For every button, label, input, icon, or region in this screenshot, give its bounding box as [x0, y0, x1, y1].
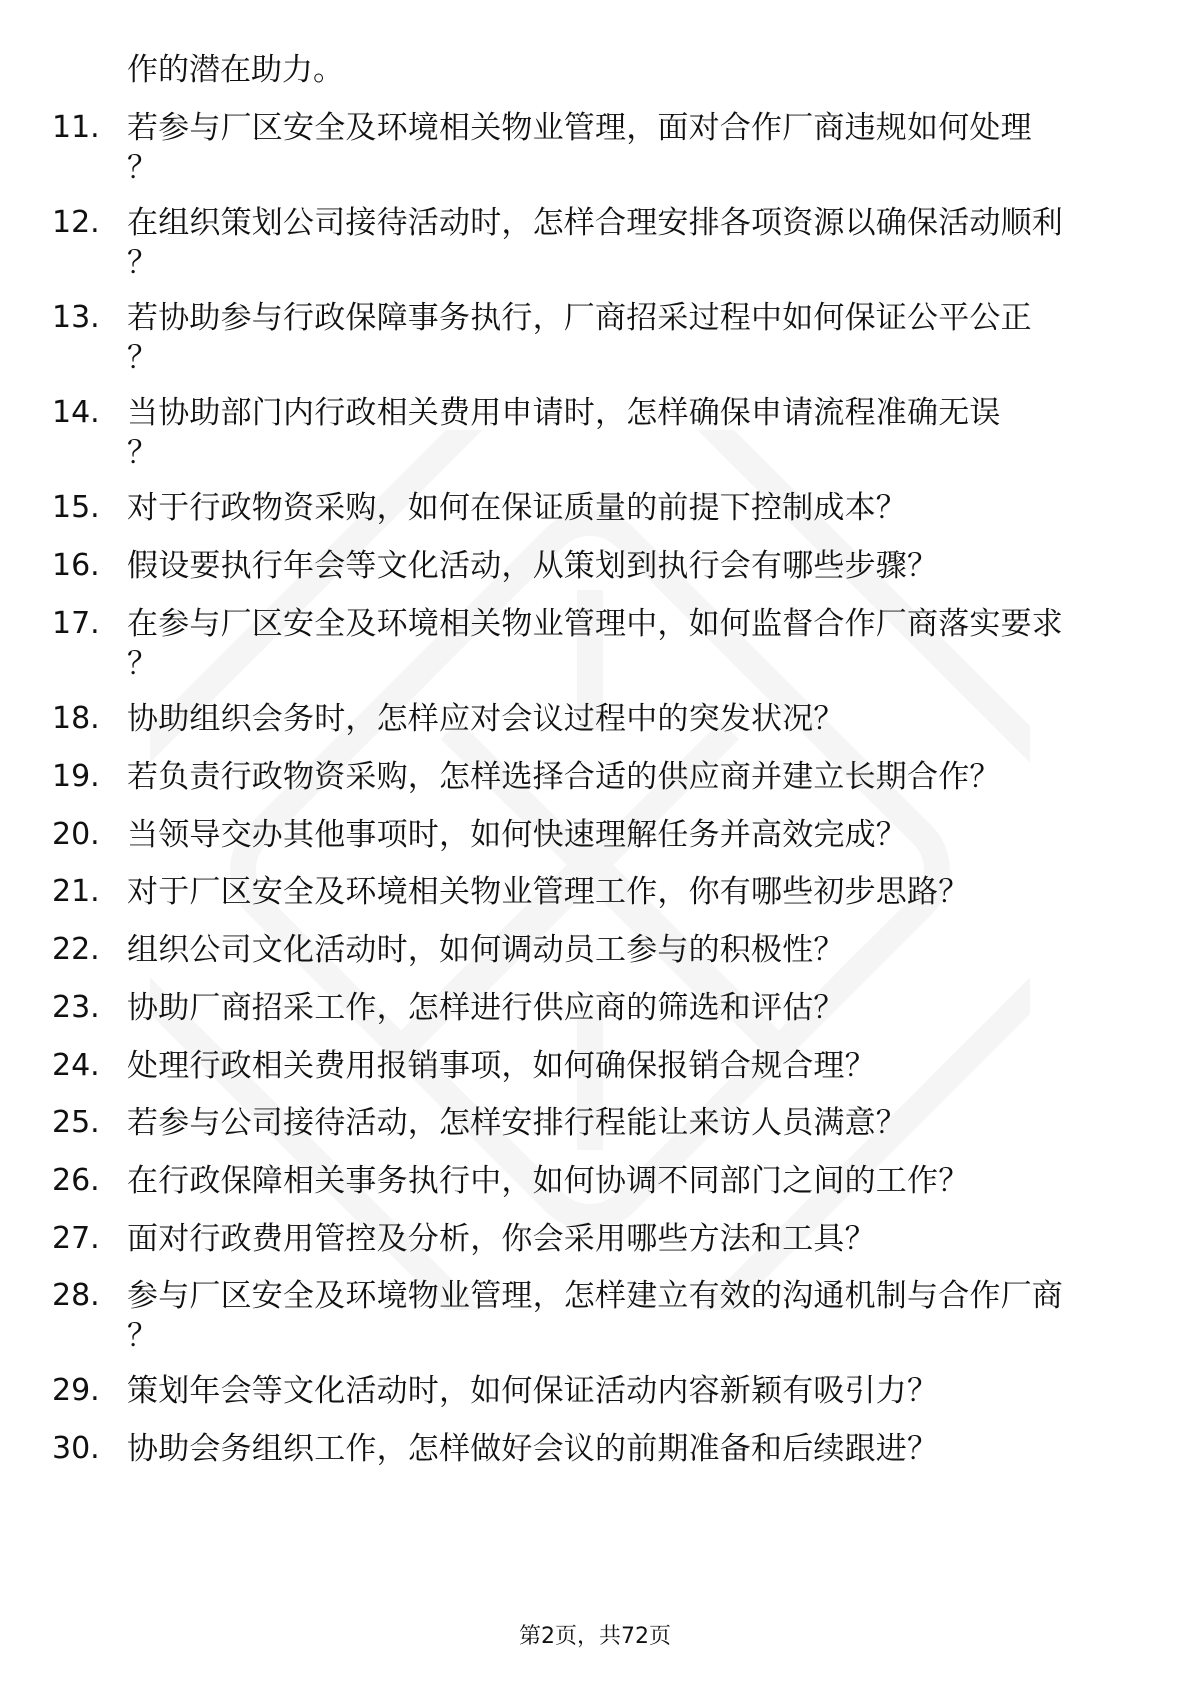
question-text: 面对行政费用管控及分析，你会采用哪些方法和工具？	[127, 1221, 876, 1257]
item-number: 20.	[52, 817, 100, 852]
item-number: 26.	[52, 1163, 100, 1198]
question-text: 协助组织会务时，怎样应对会议过程中的突发状况？	[127, 701, 845, 737]
question-text: 协助会务组织工作，怎样做好会议的前期准备和后续跟进？	[127, 1431, 939, 1467]
item-number: 28.	[52, 1278, 100, 1313]
item-number: 14.	[52, 395, 100, 430]
question-text: 若协助参与行政保障事务执行，厂商招采过程中如何保证公平公正 ？	[127, 300, 1032, 376]
item-number: 18.	[52, 701, 100, 736]
page-footer: 第2页，共72页	[519, 1624, 671, 1649]
item-number: 22.	[52, 932, 100, 967]
question-text: 策划年会等文化活动时，如何保证活动内容新颖有吸引力？	[127, 1373, 939, 1409]
question-text: 在参与厂区安全及环境相关物业管理中，如何监督合作厂商落实要求 ？	[127, 606, 1063, 682]
question-text: 若负责行政物资采购，怎样选择合适的供应商并建立长期合作？	[127, 759, 1001, 795]
question-text: 在组织策划公司接待活动时，怎样合理安排各项资源以确保活动顺利 ？	[127, 205, 1063, 281]
item-number: 24.	[52, 1048, 100, 1083]
item-number: 15.	[52, 490, 100, 525]
item-number: 21.	[52, 874, 100, 909]
item-number: 17.	[52, 606, 100, 641]
question-text: 处理行政相关费用报销事项，如何确保报销合规合理？	[127, 1048, 876, 1084]
item-number: 25.	[52, 1105, 100, 1140]
item-number: 19.	[52, 759, 100, 794]
question-text: 若参与公司接待活动，怎样安排行程能让来访人员满意？	[127, 1105, 907, 1141]
item-number: 23.	[52, 990, 100, 1025]
question-text: 在行政保障相关事务执行中，如何协调不同部门之间的工作？	[127, 1163, 970, 1199]
question-text: 假设要执行年会等文化活动，从策划到执行会有哪些步骤？	[127, 548, 939, 584]
item-number: 27.	[52, 1221, 100, 1256]
question-text: 组织公司文化活动时，如何调动员工参与的积极性？	[127, 932, 845, 968]
item-number: 13.	[52, 300, 100, 335]
question-text: 当领导交办其他事项时，如何快速理解任务并高效完成？	[127, 817, 907, 853]
question-text: 对于行政物资采购，如何在保证质量的前提下控制成本？	[127, 490, 907, 526]
continued-text: 作的潜在助力。	[127, 52, 344, 88]
question-text: 若参与厂区安全及环境相关物业管理，面对合作厂商违规如何处理 ？	[127, 110, 1032, 186]
item-number: 29.	[52, 1373, 100, 1408]
item-number: 16.	[52, 548, 100, 583]
item-number: 30.	[52, 1431, 100, 1466]
question-text: 协助厂商招采工作，怎样进行供应商的筛选和评估？	[127, 990, 845, 1026]
question-text: 对于厂区安全及环境相关物业管理工作，你有哪些初步思路？	[127, 874, 970, 910]
item-number: 11.	[52, 110, 100, 145]
item-number: 12.	[52, 205, 100, 240]
question-text: 参与厂区安全及环境物业管理，怎样建立有效的沟通机制与合作厂商 ？	[127, 1278, 1063, 1354]
question-text: 当协助部门内行政相关费用申请时，怎样确保申请流程准确无误 ？	[127, 395, 1001, 471]
